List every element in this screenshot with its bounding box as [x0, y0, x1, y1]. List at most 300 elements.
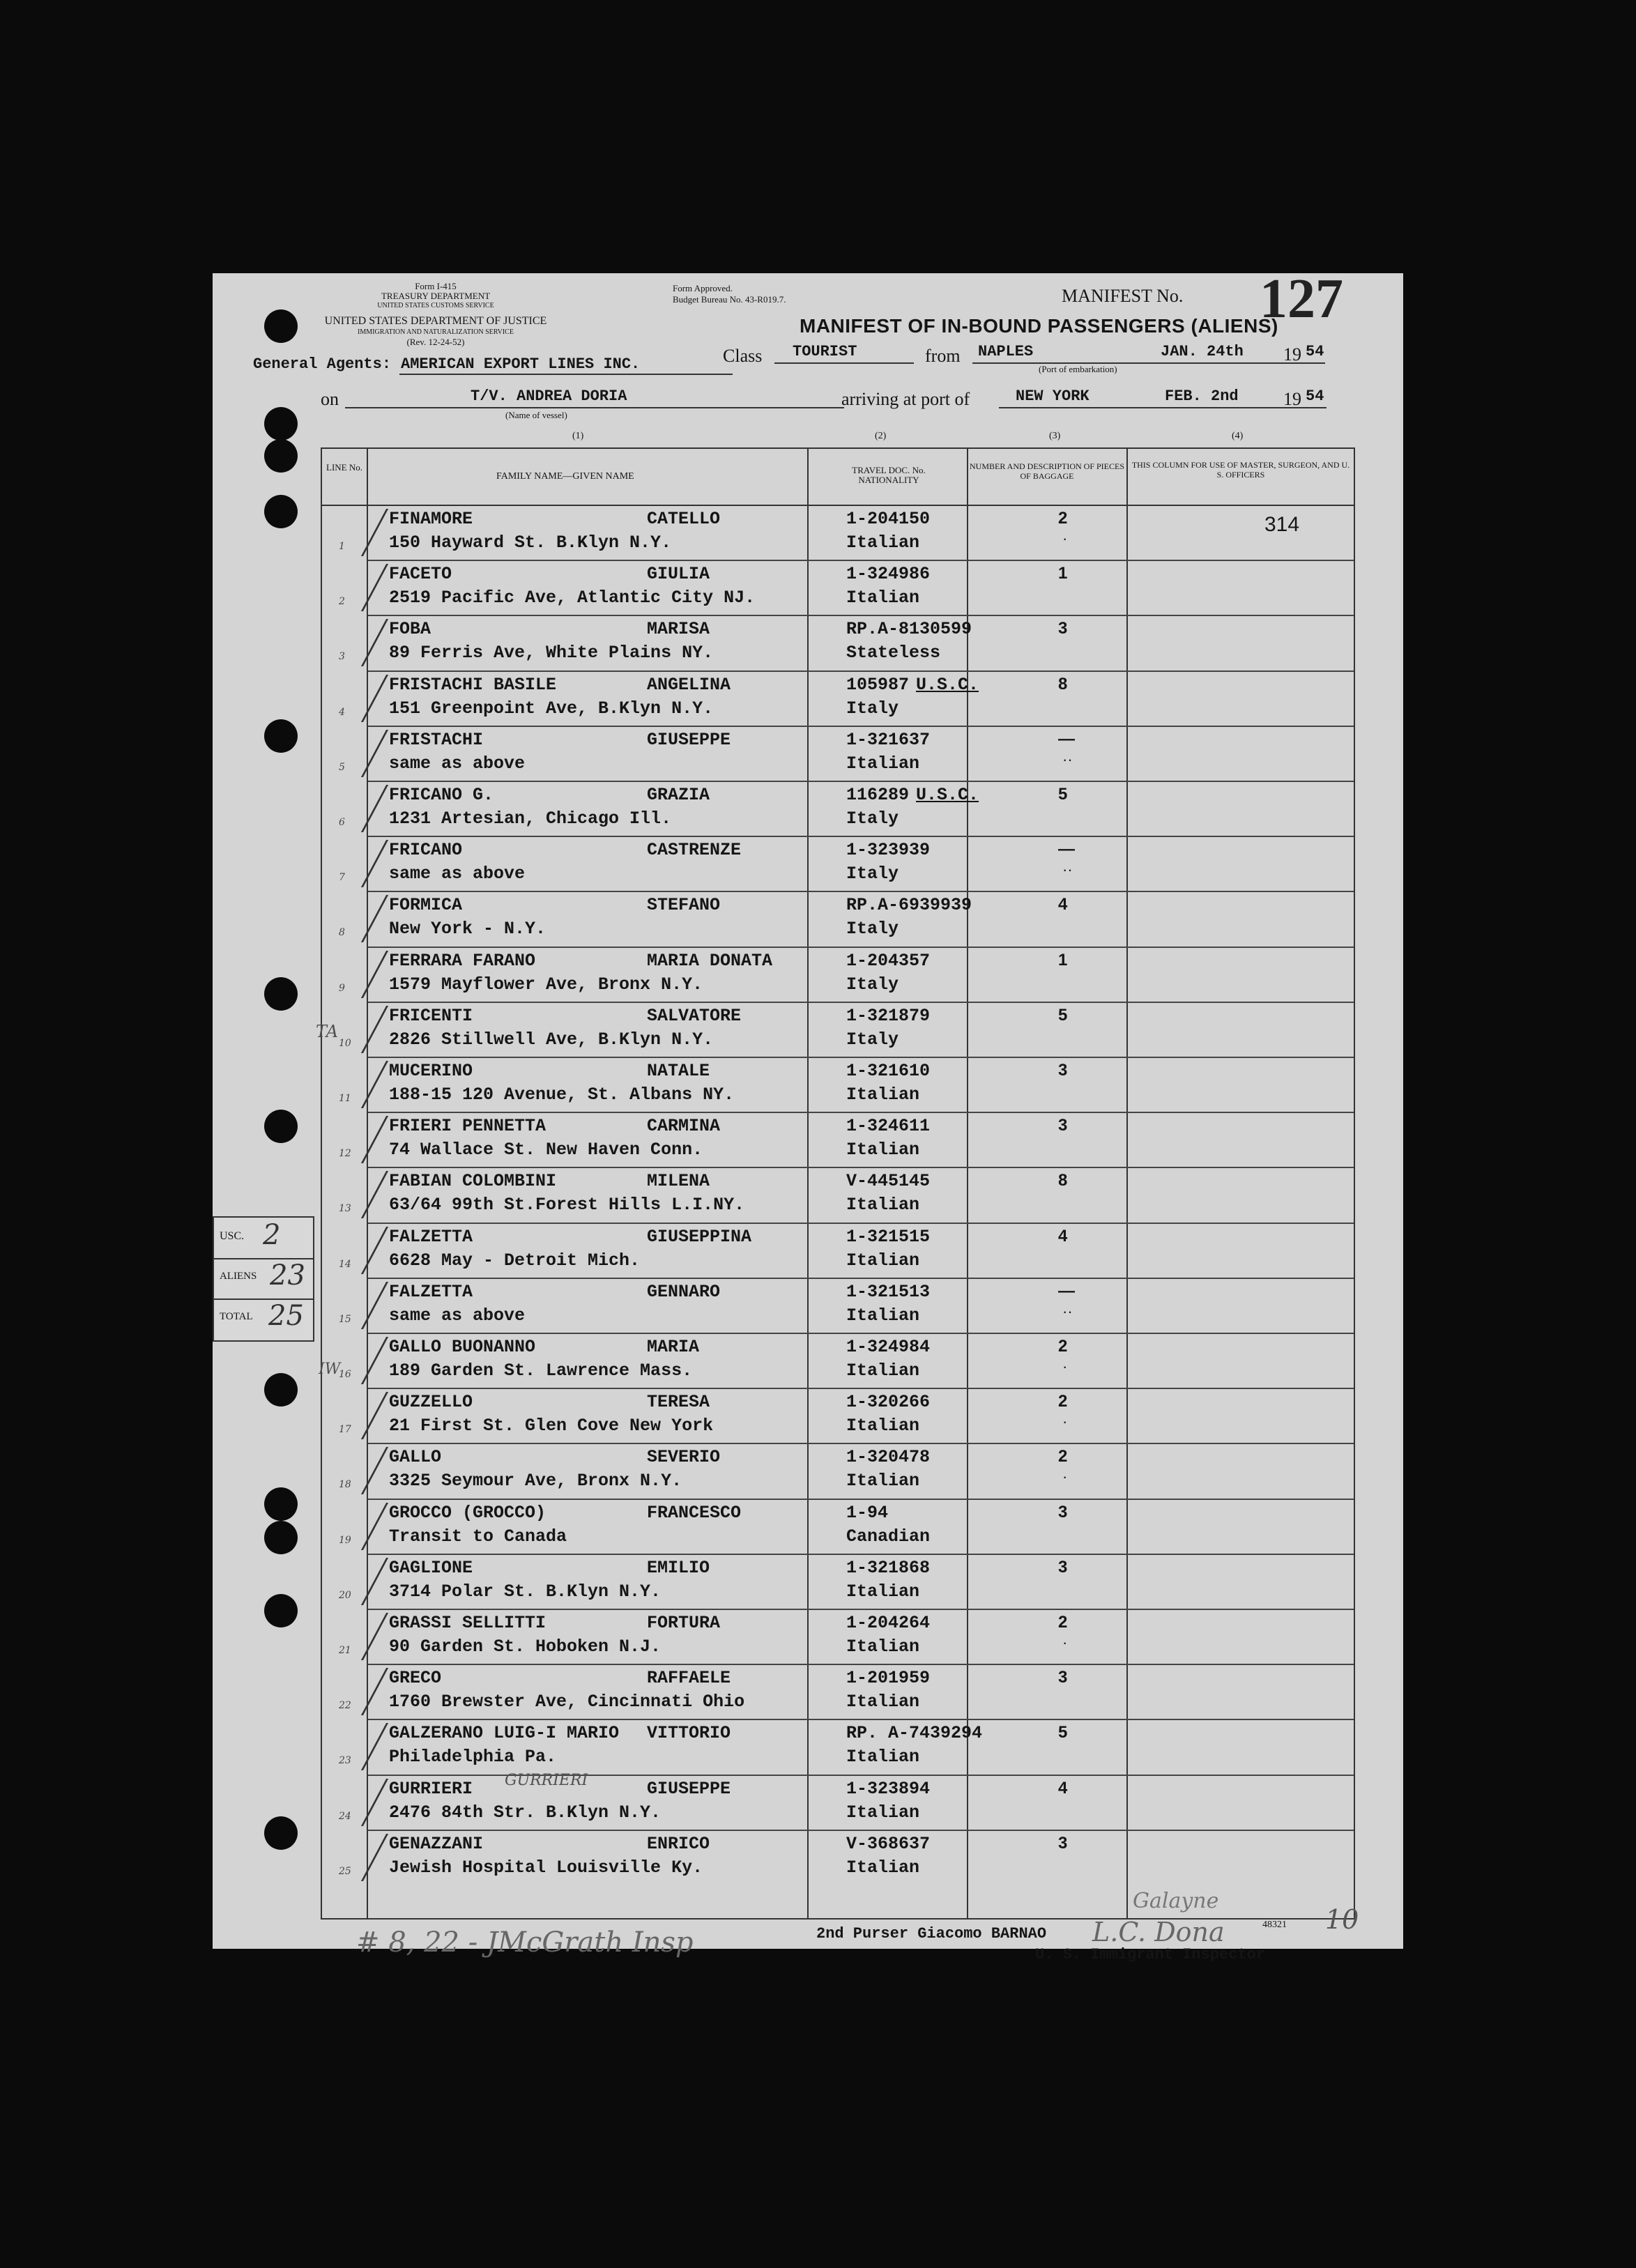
- check-mark: [325, 1503, 388, 1550]
- embark-year-prefix: 19: [1283, 344, 1301, 365]
- family-name: GUZZELLO: [389, 1392, 473, 1413]
- travel-doc-number: 1-94: [846, 1502, 889, 1523]
- usc-mark: U.S.C.: [916, 785, 979, 805]
- given-name: MARIA: [647, 1337, 700, 1357]
- check-mark: [325, 840, 388, 887]
- punch-hole: [264, 1816, 298, 1850]
- baggage-count: 2: [1058, 1392, 1068, 1411]
- nationality: Italian: [846, 1857, 920, 1878]
- form-approved: Form Approved.: [673, 283, 733, 293]
- table-row: [322, 560, 1354, 615]
- punch-hole: [264, 1594, 298, 1627]
- table-row: [322, 1609, 1354, 1664]
- family-name: GENAZZANI: [389, 1833, 484, 1854]
- nationality: Italian: [846, 1195, 920, 1216]
- line-number: 25: [339, 1865, 351, 1877]
- from-label: from: [925, 346, 961, 366]
- line-number: 15: [339, 1313, 351, 1325]
- baggage-count: 2: [1058, 1337, 1068, 1356]
- table-row: [322, 1499, 1354, 1554]
- table-row: [322, 947, 1354, 1002]
- nationality: Italian: [846, 1085, 920, 1105]
- line-number: 1: [339, 541, 345, 552]
- manifest-sheet: [213, 268, 1403, 1963]
- total-value: 25: [268, 1300, 304, 1332]
- travel-doc-number: 1-324984: [846, 1337, 931, 1357]
- check-mark: [325, 1227, 388, 1274]
- baggage-mark: ··: [1062, 1302, 1073, 1320]
- baggage-mark: ··: [1062, 750, 1073, 768]
- address: 21 First St. Glen Cove New York: [389, 1416, 714, 1436]
- travel-doc-number: 1-323894: [846, 1778, 931, 1799]
- budget-bureau: Budget Bureau No. 43-R019.7.: [673, 294, 786, 305]
- family-name: FINAMORE: [389, 509, 473, 529]
- table-row: [322, 1333, 1354, 1388]
- nationality: Italian: [846, 1581, 920, 1602]
- baggage-count: —: [1058, 729, 1075, 749]
- table-row: [322, 1057, 1354, 1112]
- table-row: [322, 781, 1354, 836]
- line-number: 5: [339, 761, 345, 773]
- arrival-port: NEW YORK: [1016, 388, 1090, 405]
- nationality: Italian: [846, 1361, 920, 1381]
- check-mark: [325, 1668, 388, 1715]
- arrival-year-prefix: 19: [1283, 389, 1301, 409]
- given-name: NATALE: [647, 1061, 710, 1081]
- given-name: CASTRENZE: [647, 840, 742, 861]
- nationality: Italian: [846, 1692, 920, 1713]
- arrival-date: FEB. 2nd: [1165, 388, 1239, 405]
- line-number: 17: [339, 1424, 351, 1436]
- nationality: Italian: [846, 1416, 920, 1436]
- address: 151 Greenpoint Ave, B.Klyn N.Y.: [389, 698, 714, 719]
- nationality: Italy: [846, 1029, 899, 1050]
- baggage-count: 3: [1058, 619, 1068, 638]
- given-name: SEVERIO: [647, 1447, 721, 1468]
- check-mark: [325, 951, 388, 998]
- line-number: 10: [339, 1037, 351, 1049]
- port-embarkation-caption: (Port of embarkation): [1039, 364, 1117, 374]
- manifest-number: 127: [1260, 268, 1343, 330]
- address: 63/64 99th St.Forest Hills L.I.NY.: [389, 1195, 745, 1216]
- class-label: Class: [723, 346, 763, 366]
- general-agents-label: General Agents:: [253, 355, 392, 373]
- col1-number: (1): [572, 431, 584, 441]
- family-name: FACETO: [389, 564, 452, 585]
- check-mark: [325, 1116, 388, 1163]
- customs-service: UNITED STATES CUSTOMS SERVICE: [377, 302, 494, 309]
- baggage-count: 1: [1058, 564, 1068, 583]
- baggage-mark: ·: [1062, 1413, 1068, 1431]
- family-name: GALZERANO LUIG-I MARIO: [389, 1723, 620, 1744]
- address: Transit to Canada: [389, 1526, 567, 1547]
- address: 189 Garden St. Lawrence Mass.: [389, 1361, 693, 1381]
- table-row: [322, 505, 1354, 560]
- travel-doc-number: V-368637: [846, 1833, 931, 1854]
- baggage-mark: ·: [1062, 1358, 1068, 1375]
- ins-service: IMMIGRATION AND NATURALIZATION SERVICE: [358, 328, 514, 336]
- embark-year: 54: [1306, 343, 1324, 360]
- travel-doc-header: TRAVEL DOC. No. NATIONALITY: [852, 465, 926, 485]
- family-name: FRIERI PENNETTA: [389, 1116, 546, 1137]
- table-row: [322, 1719, 1354, 1774]
- family-name: FRICANO: [389, 840, 463, 861]
- check-mark: [325, 675, 388, 722]
- address: 89 Ferris Ave, White Plains NY.: [389, 643, 714, 664]
- table-row: [322, 1167, 1354, 1222]
- family-name: GRECO: [389, 1668, 442, 1689]
- address: 150 Hayward St. B.Klyn N.Y.: [389, 532, 672, 553]
- travel-doc-number: 1-201959: [846, 1668, 931, 1689]
- line-no-header: LINE No.: [326, 462, 362, 473]
- line-number: 14: [339, 1258, 351, 1270]
- vessel-caption: (Name of vessel): [505, 410, 567, 420]
- general-agents: AMERICAN EXPORT LINES INC.: [401, 355, 641, 373]
- nationality: Italy: [846, 864, 899, 884]
- given-name: SALVATORE: [647, 1005, 742, 1026]
- family-name: FABIAN COLOMBINI: [389, 1171, 557, 1192]
- nationality: Italian: [846, 1305, 920, 1326]
- punch-hole: [264, 495, 298, 528]
- from-value: NAPLES: [978, 343, 1034, 360]
- table-row: [322, 836, 1354, 891]
- nationality: Italy: [846, 974, 899, 995]
- baggage-count: 3: [1058, 1557, 1068, 1577]
- given-name: GIUSEPPE: [647, 1778, 731, 1799]
- line-number: 18: [339, 1479, 351, 1491]
- baggage-count: 5: [1058, 785, 1068, 804]
- class-value: TOURIST: [793, 343, 857, 360]
- nationality: Italian: [846, 1471, 920, 1492]
- line-number: 3: [339, 651, 345, 663]
- punch-hole: [264, 1487, 298, 1521]
- stamp-number: 48321: [1262, 1920, 1287, 1930]
- given-name: MARIA DONATA: [647, 950, 773, 971]
- baggage-count: 3: [1058, 1116, 1068, 1135]
- given-name: GRAZIA: [647, 785, 710, 805]
- given-name: MARISA: [647, 619, 710, 640]
- address: 1579 Mayflower Ave, Bronx N.Y.: [389, 974, 703, 995]
- given-name: GENNARO: [647, 1281, 721, 1302]
- line-number: 7: [339, 872, 345, 884]
- punch-hole: [264, 977, 298, 1011]
- address: 3714 Polar St. B.Klyn N.Y.: [389, 1581, 662, 1602]
- check-mark: [325, 1061, 388, 1108]
- col4-number: (4): [1232, 431, 1244, 441]
- address: 74 Wallace St. New Haven Conn.: [389, 1140, 703, 1160]
- baggage-mark: ·: [1062, 1634, 1068, 1651]
- travel-doc-number: 1-324986: [846, 564, 931, 585]
- address: Philadelphia Pa.: [389, 1747, 557, 1768]
- travel-doc-number: 1-321879: [846, 1005, 931, 1026]
- nationality: Italian: [846, 1637, 920, 1657]
- family-name: FOBA: [389, 619, 431, 640]
- baggage-count: 3: [1058, 1061, 1068, 1080]
- check-mark: [325, 1392, 388, 1439]
- handwritten-inspector-note: # 8, 22 - JMcGrath Insp: [356, 1926, 694, 1959]
- check-mark: [325, 1779, 388, 1826]
- total-label: TOTAL: [220, 1311, 253, 1322]
- table-row: [322, 1388, 1354, 1443]
- check-mark: [325, 895, 388, 942]
- table-row: [322, 1002, 1354, 1057]
- punch-hole: [264, 1110, 298, 1143]
- baggage-count: 8: [1058, 674, 1068, 694]
- table-row: [322, 1771, 1354, 1830]
- nationality: Italian: [846, 532, 920, 553]
- address: Jewish Hospital Louisville Ky.: [389, 1857, 703, 1878]
- baggage-count: 2: [1058, 509, 1068, 528]
- nationality: Italy: [846, 809, 899, 829]
- line-number: 16: [339, 1369, 351, 1380]
- address: 1760 Brewster Ave, Cincinnati Ohio: [389, 1692, 745, 1713]
- check-mark: [325, 1723, 388, 1770]
- nationality: Canadian: [846, 1526, 931, 1547]
- usc-mark: U.S.C.: [916, 674, 979, 695]
- family-name: FRISTACHI BASILE: [389, 674, 557, 695]
- arriving-label: arriving at port of: [841, 389, 970, 409]
- tally-box: [213, 1216, 314, 1342]
- baggage-count: 3: [1058, 1833, 1068, 1853]
- family-name: GROCCO (GROCCO): [389, 1502, 546, 1523]
- check-mark: [325, 564, 388, 611]
- nationality: Italian: [846, 588, 920, 608]
- given-name: GIULIA: [647, 564, 710, 585]
- travel-doc-number: RP.A-6939939: [846, 895, 972, 916]
- check-mark: [325, 1282, 388, 1329]
- line-number: 22: [339, 1700, 351, 1712]
- handwritten-correction: GURRIERI: [505, 1771, 588, 1789]
- check-mark: [325, 509, 388, 556]
- line-number: 24: [339, 1810, 351, 1822]
- travel-doc-number: 1-324611: [846, 1116, 931, 1137]
- officer-note: 314: [1264, 513, 1300, 536]
- arrival-year: 54: [1306, 388, 1324, 405]
- immigrant-inspector-label: U. S. Immigrant Inspector: [1035, 1946, 1266, 1963]
- baggage-count: 3: [1058, 1668, 1068, 1687]
- travel-doc-number: 1-321868: [846, 1557, 931, 1578]
- check-mark: [325, 730, 388, 777]
- line-number: 6: [339, 817, 345, 828]
- given-name: ANGELINA: [647, 674, 731, 695]
- justice-dept: UNITED STATES DEPARTMENT OF JUSTICE: [324, 315, 547, 327]
- travel-doc-number: 1-321637: [846, 729, 931, 750]
- stamp-mark: 10: [1325, 1904, 1359, 1935]
- line-number: 13: [339, 1203, 351, 1215]
- signature-above: Galayne: [1133, 1889, 1219, 1913]
- line-number: 23: [339, 1755, 351, 1767]
- given-name: FORTURA: [647, 1613, 721, 1633]
- baggage-mark: ··: [1062, 861, 1073, 879]
- given-name: MILENA: [647, 1171, 710, 1192]
- baggage-count: 8: [1058, 1171, 1068, 1190]
- travel-doc-number: 1-320266: [846, 1392, 931, 1413]
- baggage-count: 5: [1058, 1723, 1068, 1742]
- family-name: FRICENTI: [389, 1005, 473, 1026]
- baggage-count: 1: [1058, 950, 1068, 970]
- baggage-header: NUMBER AND DESCRIPTION OF PIECES OF BAGGAGE: [969, 461, 1125, 481]
- line-number: 12: [339, 1148, 351, 1160]
- travel-doc-number: V-445145: [846, 1171, 931, 1192]
- baggage-count: 4: [1058, 1778, 1068, 1798]
- table-row: [322, 1554, 1354, 1609]
- family-name: GRASSI SELLITTI: [389, 1613, 546, 1633]
- aliens-value: 23: [270, 1259, 305, 1292]
- family-name: MUCERINO: [389, 1061, 473, 1081]
- table-row: [322, 1278, 1354, 1333]
- line-number: 11: [339, 1093, 351, 1104]
- table-row: [322, 1443, 1354, 1498]
- family-name: GALLO: [389, 1447, 442, 1468]
- nationality: Italian: [846, 753, 920, 774]
- punch-hole: [264, 309, 298, 343]
- line-number: 9: [339, 982, 345, 994]
- punch-hole: [264, 1373, 298, 1407]
- address: 188-15 120 Avenue, St. Albans NY.: [389, 1085, 735, 1105]
- travel-doc-number: 1-204264: [846, 1613, 931, 1633]
- embark-date: JAN. 24th: [1161, 343, 1244, 360]
- given-name: RAFFAELE: [647, 1668, 731, 1689]
- family-name: FERRARA FARANO: [389, 950, 536, 971]
- col2-number: (2): [875, 431, 887, 441]
- given-name: FRANCESCO: [647, 1502, 742, 1523]
- check-mark: [325, 1558, 388, 1605]
- line-number: 19: [339, 1534, 351, 1546]
- line-number: 4: [339, 706, 345, 718]
- travel-doc-number: RP. A-7439294: [846, 1723, 983, 1744]
- family-name: FORMICA: [389, 895, 463, 916]
- on-label: on: [321, 389, 339, 409]
- baggage-count: 3: [1058, 1502, 1068, 1522]
- family-name: GAGLIONE: [389, 1557, 473, 1578]
- address: same as above: [389, 753, 526, 774]
- usc-label: USC.: [220, 1230, 245, 1242]
- punch-hole: [264, 1521, 298, 1554]
- check-mark: [325, 1834, 388, 1881]
- travel-doc-number: 1-321515: [846, 1226, 931, 1247]
- family-name: FRICANO G.: [389, 785, 494, 805]
- line-number: 21: [339, 1645, 351, 1656]
- given-name: GIUSEPPINA: [647, 1226, 752, 1247]
- address: 90 Garden St. Hoboken N.J.: [389, 1637, 662, 1657]
- table-row: [322, 671, 1354, 726]
- purser-signature: 2nd Purser Giacomo BARNAO: [816, 1925, 1047, 1943]
- check-mark: [325, 1613, 388, 1660]
- table-row: [322, 891, 1354, 946]
- punch-hole: [264, 407, 298, 440]
- travel-doc-number: 1-204150: [846, 509, 931, 529]
- address: 6628 May - Detroit Mich.: [389, 1250, 641, 1271]
- nationality: Italian: [846, 1140, 920, 1160]
- travel-doc-number: 105987: [846, 674, 910, 695]
- table-row: [322, 1223, 1354, 1278]
- family-name: FRISTACHI: [389, 729, 484, 750]
- given-name: EMILIO: [647, 1557, 710, 1578]
- baggage-count: —: [1058, 1281, 1075, 1301]
- travel-doc-number: 1-204357: [846, 950, 931, 971]
- given-name: ENRICO: [647, 1833, 710, 1854]
- col3-number: (3): [1049, 431, 1061, 441]
- baggage-count: 2: [1058, 1613, 1068, 1632]
- travel-doc-number: 1-320478: [846, 1447, 931, 1468]
- margin-mark: TA: [316, 1022, 339, 1041]
- given-name: STEFANO: [647, 895, 721, 916]
- address: 3325 Seymour Ave, Bronx N.Y.: [389, 1471, 682, 1492]
- given-name: TERESA: [647, 1392, 710, 1413]
- baggage-count: 4: [1058, 895, 1068, 914]
- baggage-count: 2: [1058, 1447, 1068, 1466]
- address: 2519 Pacific Ave, Atlantic City NJ.: [389, 588, 756, 608]
- nationality: Italian: [846, 1802, 920, 1823]
- baggage-count: 5: [1058, 1005, 1068, 1025]
- given-name: GIUSEPPE: [647, 729, 731, 750]
- line-number: 2: [339, 596, 345, 608]
- punch-hole: [264, 719, 298, 753]
- given-name: CATELLO: [647, 509, 721, 529]
- nationality: Italian: [846, 1250, 920, 1271]
- margin-mark: IW: [319, 1361, 341, 1378]
- table-row: [322, 615, 1354, 670]
- table-row: [322, 726, 1354, 781]
- travel-doc-number: 1-321513: [846, 1281, 931, 1302]
- travel-doc-number: 1-323939: [846, 840, 931, 861]
- line-number: 20: [339, 1589, 351, 1601]
- table-row: [322, 1664, 1354, 1719]
- address: same as above: [389, 864, 526, 884]
- address: 2826 Stillwell Ave, B.Klyn N.Y.: [389, 1029, 714, 1050]
- name-header: FAMILY NAME—GIVEN NAME: [496, 471, 634, 482]
- check-mark: [325, 1171, 388, 1218]
- line-number: 8: [339, 927, 345, 939]
- table-row: [322, 1830, 1354, 1885]
- treasury-dept: TREASURY DEPARTMENT: [381, 291, 491, 301]
- baggage-count: —: [1058, 840, 1075, 859]
- table-row: [322, 1112, 1354, 1167]
- manifest-title: MANIFEST OF IN-BOUND PASSENGERS (ALIENS): [800, 315, 1278, 337]
- travel-doc-number: 1-321610: [846, 1061, 931, 1081]
- family-name: GURRIERI: [389, 1778, 473, 1799]
- baggage-count: 4: [1058, 1226, 1068, 1246]
- given-name: CARMINA: [647, 1116, 721, 1137]
- family-name: FALZETTA: [389, 1281, 473, 1302]
- check-mark: [325, 619, 388, 666]
- baggage-mark: ·: [1062, 1468, 1068, 1486]
- inspector-signature: L.C. Dona: [1092, 1917, 1225, 1947]
- address: New York - N.Y.: [389, 919, 546, 940]
- travel-doc-number: 116289: [846, 785, 910, 805]
- family-name: GALLO BUONANNO: [389, 1337, 536, 1357]
- nationality: Italy: [846, 698, 899, 719]
- check-mark: [325, 785, 388, 832]
- nationality: Italian: [846, 1747, 920, 1768]
- check-mark: [325, 1447, 388, 1494]
- officers-header: THIS COLUMN FOR USE OF MASTER, SURGEON, AND U. S. OFFICERS: [1131, 460, 1350, 480]
- vessel-name: T/V. ANDREA DORIA: [471, 388, 627, 405]
- family-name: FALZETTA: [389, 1226, 473, 1247]
- travel-doc-number: RP.A-8130599: [846, 619, 972, 640]
- nationality: Stateless: [846, 643, 941, 664]
- form-number: Form I-415: [415, 281, 457, 291]
- address: 2476 84th Str. B.Klyn N.Y.: [389, 1802, 662, 1823]
- address: 1231 Artesian, Chicago Ill.: [389, 809, 672, 829]
- punch-hole: [264, 439, 298, 473]
- manifest-no-label: MANIFEST No.: [1062, 286, 1184, 306]
- nationality: Italy: [846, 919, 899, 940]
- baggage-mark: ·: [1062, 530, 1068, 547]
- usc-value: 2: [263, 1219, 281, 1251]
- passenger-table: [321, 447, 1355, 1920]
- address: same as above: [389, 1305, 526, 1326]
